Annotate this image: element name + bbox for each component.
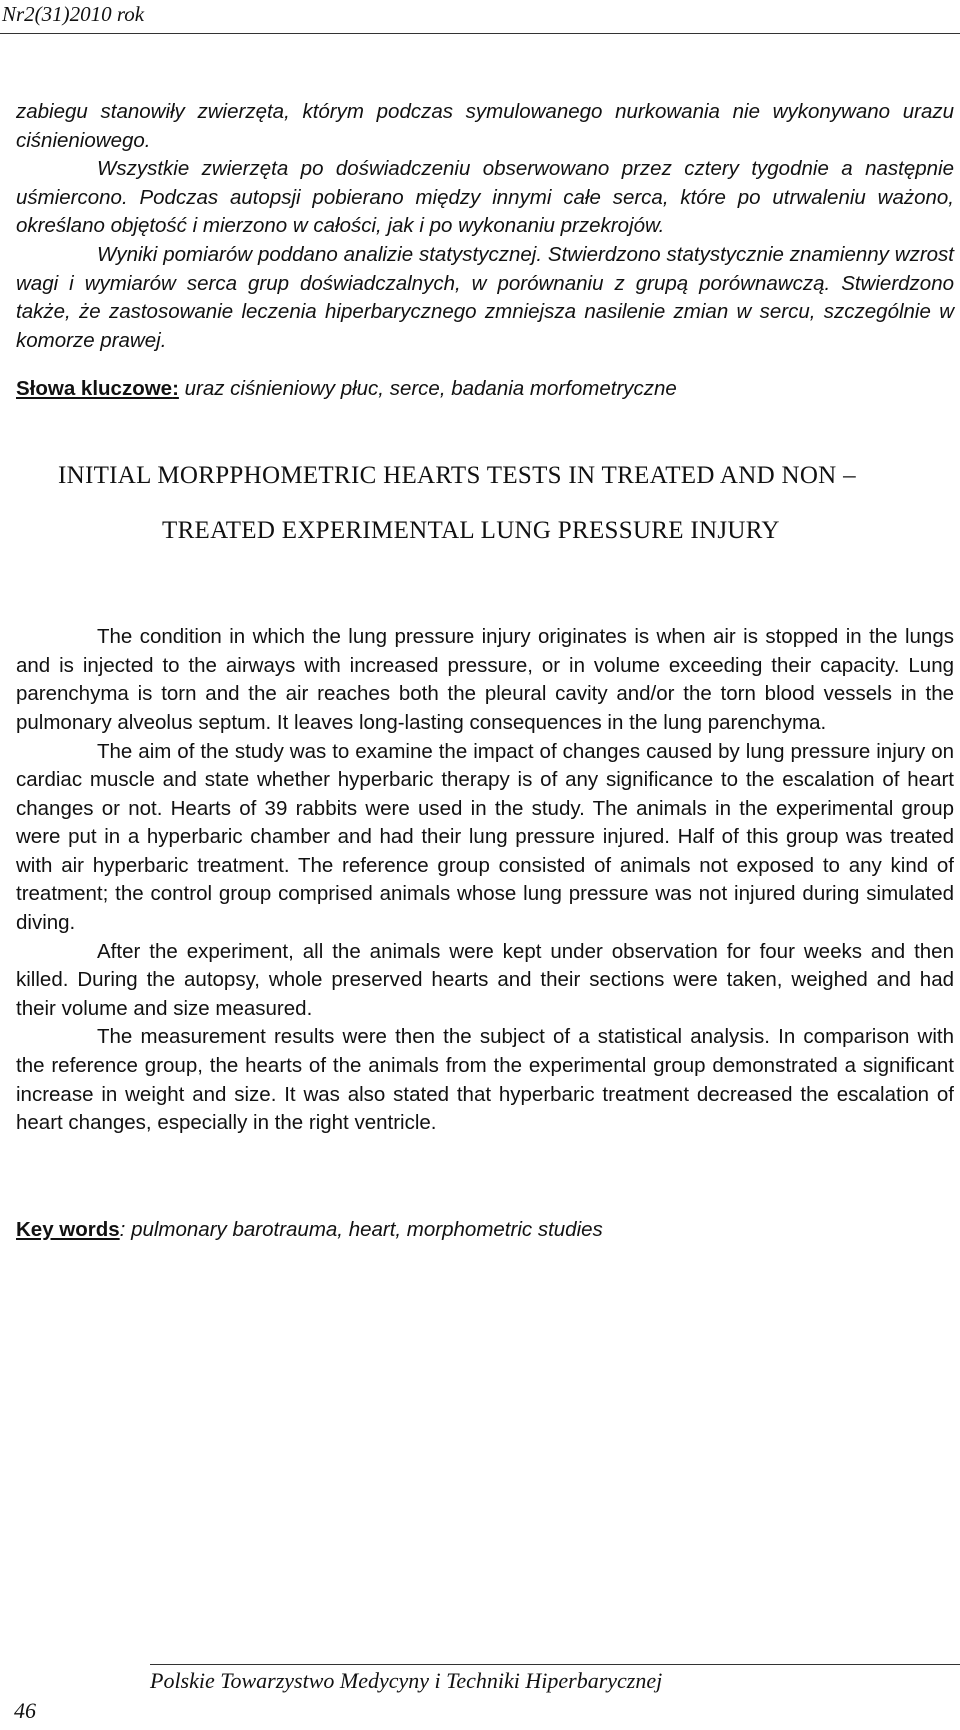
header-rule [0, 33, 960, 34]
page-content [16, 98, 954, 1244]
english-keywords-label: Key words [16, 1217, 120, 1241]
english-paragraph-1: The condition in which the lung pressure injury originates is when air is stopped in the lungs and is injected to the airways with increased pressure, or in volume exceeding their capacity. Lung parenchyma is torn and the air reaches both the pleural cavity and/or the torn blood vessels in the pulmonary alveolus septum. It leaves long-lasting consequences in the lung parenchyma. [16, 625, 954, 734]
polish-abstract [16, 98, 954, 355]
english-title-line-2: TREATED EXPERIMENTAL LUNG PRESSURE INJURY [162, 516, 780, 544]
polish-paragraph-1: zabiegu stanowiły zwierzęta, którym podczas symulowanego nurkowania nie wykonywano urazu ciśnieniowego. [16, 100, 954, 152]
journal-issue: Nr2(31)2010 rok [2, 2, 145, 26]
english-paragraph-2: The aim of the study was to examine the impact of changes caused by lung pressure injury on cardiac muscle and state whether hyperbaric therapy is of any significance to the escalation of heart changes or not. Hearts of 39 rabbits were used in the study. The animals in the experimental group were put in a hyperbaric chamber and had their lung pressure injured. Half of this group was treated with air hyperbaric treatment. The reference group consisted of animals not exposed to any kind of treatment; the control group comprised animals whose lung pressure was not injured during simulated diving. [16, 739, 954, 935]
page-header [0, 0, 960, 40]
polish-paragraph-2: Wszystkie zwierzęta po doświadczeniu obserwowano przez cztery tygodnie a następnie uśmiercono. Podczas autopsji pobierano między innymi całe serca, które po utrwaleniu ważono, określano objętość i mierzono w całości, jak i po wykonaniu przekrojów. [16, 157, 954, 238]
english-paragraph-4: The measurement results were then the subject of a statistical analysis. In comparison with the reference group, the hearts of the animals from the experimental group demonstrated a significant increase in weight and size. It was also stated that hyperbaric treatment decreased the escalation of heart changes, especially in the right ventricle. [16, 1025, 954, 1135]
page-number: 46 [14, 1698, 36, 1723]
footer-rule [150, 1664, 960, 1665]
english-title-line-1: INITIAL MORPPHOMETRIC HEARTS TESTS IN TREATED AND NON – [58, 461, 856, 489]
english-keywords [16, 1216, 954, 1245]
polish-keywords-text: uraz ciśnieniowy płuc, serce, badania morfometryczne [178, 377, 677, 401]
polish-keywords-separator: : [172, 377, 179, 401]
english-keywords-text: : pulmonary barotrauma, heart, morphometric studies [119, 1217, 603, 1241]
polish-keywords [16, 375, 954, 404]
english-title [16, 462, 954, 545]
polish-keywords-label: Słowa kluczowe [16, 377, 173, 401]
english-paragraph-3: After the experiment, all the animals were kept under observation for four weeks and then killed. During the autopsy, whole preserved hearts and their sections were taken, weighed and had their volume and size measured. [16, 939, 954, 1020]
footer-publisher: Polskie Towarzystwo Medycyny i Techniki Hiperbarycznej [150, 1668, 663, 1693]
english-abstract [16, 623, 954, 1138]
polish-paragraph-3: Wyniki pomiarów poddano analizie statystycznej. Stwierdzono statystycznie znamienny wzrost wagi i wymiarów serca grup doświadczalnych, w porównaniu z grupą porównawczą. Stwierdzono także, że zastosowanie leczenia hiperbarycznego zmniejsza nasilenie zmian w sercu, szczególnie w komorze prawej. [16, 242, 954, 352]
